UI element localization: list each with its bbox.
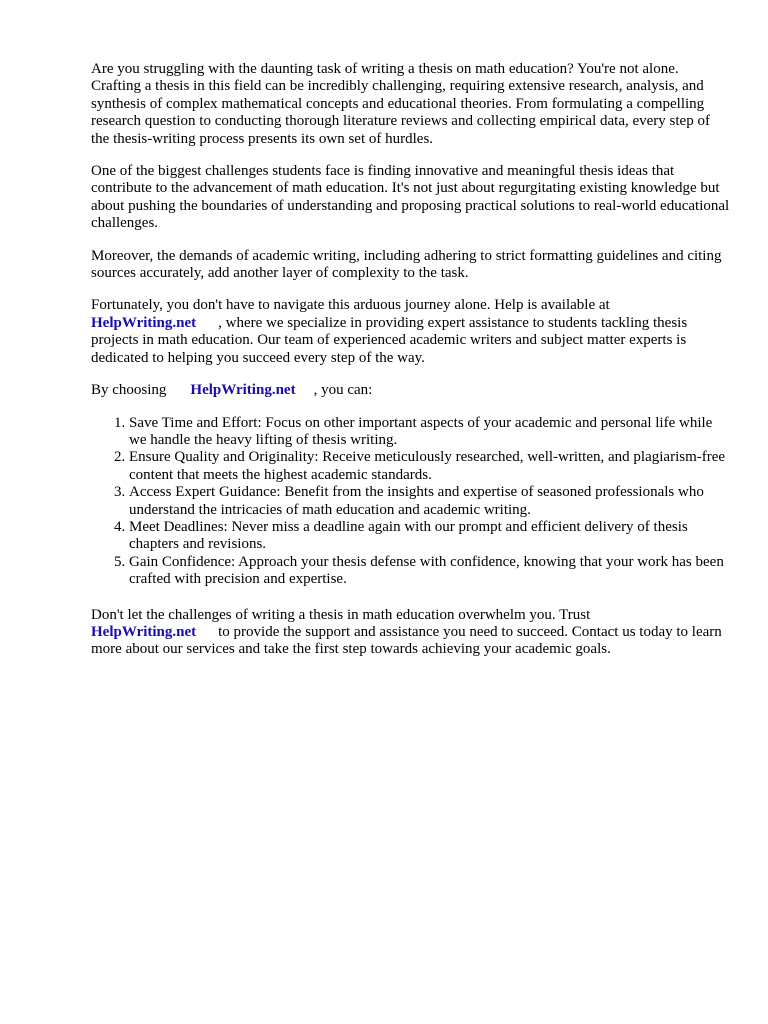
help-available-text-continued: , where we specialize in providing expert assistance to students tackling thesis projects in math education. Our team of experienced academic writers and subject matter experts is dedicated to helping you succeed every step of the way.: [91, 314, 688, 366]
academic-writing-paragraph: Moreover, the demands of academic writing, including adhering to strict formatting guidelines and citing sources accurately, add another layer of complexity to the task.: [91, 247, 722, 282]
benefits-list: [91, 415, 731, 589]
helpwriting-link[interactable]: HelpWriting.net: [91, 314, 197, 331]
closing-text-continued: to provide the support and assistance you need to succeed. Contact us today to learn more about our services and take the first step towards achieving your academic goals.: [91, 623, 722, 658]
helpwriting-link[interactable]: HelpWriting.net: [91, 623, 197, 640]
list-item: 2. Ensure Quality and Originality: Receive meticulously researched, well-written, and plagiarism-free content that meets the highest academic standards.: [129, 449, 731, 484]
list-item: 1. Save Time and Effort: Focus on other important aspects of your academic and personal life while we handle the heavy lifting of thesis writing.: [129, 415, 731, 450]
list-item: 3. Access Expert Guidance: Benefit from the insights and expertise of seasoned professionals who understand the intricacies of math education and academic writing.: [129, 484, 731, 519]
closing-paragraph: [91, 607, 731, 659]
by-choosing-text: By choosing: [91, 382, 167, 399]
closing-text: Don't let the challenges of writing a thesis in math education overwhelm you. Trust: [91, 606, 591, 623]
help-available-text: Fortunately, you don't have to navigate this arduous journey alone. Help is available at: [91, 297, 610, 314]
help-available-paragraph: [91, 297, 731, 367]
you-can-text: , you can:: [313, 382, 373, 399]
challenges-paragraph: One of the biggest challenges students face is finding innovative and meaningful thesis ideas that contribute to the advancement of math education. It's not just about regurgitating existing knowledge but about pushing the boundaries of understanding and proposing practical solutions to real-world educational challenges.: [91, 163, 730, 232]
list-item: 4. Meet Deadlines: Never miss a deadline again with our prompt and efficient delivery of thesis chapters and revisions.: [129, 519, 731, 554]
helpwriting-link[interactable]: HelpWriting.net: [190, 382, 296, 399]
document-page: [91, 61, 731, 674]
intro-paragraph: Are you struggling with the daunting task of writing a thesis on math education? You're not alone. Crafting a thesis in this field can be incredibly challenging, requiring extensive research, analysis, and synthesis of complex mathematical concepts and educational theories. From formulating a compelling research question to conducting thorough literature reviews and collecting empirical data, every step of the thesis-writing process presents its own set of hurdles.: [91, 61, 710, 147]
list-item: 5. Gain Confidence: Approach your thesis defense with confidence, knowing that your work has been crafted with precision and expertise.: [129, 554, 731, 589]
by-choosing-paragraph: [91, 382, 731, 399]
